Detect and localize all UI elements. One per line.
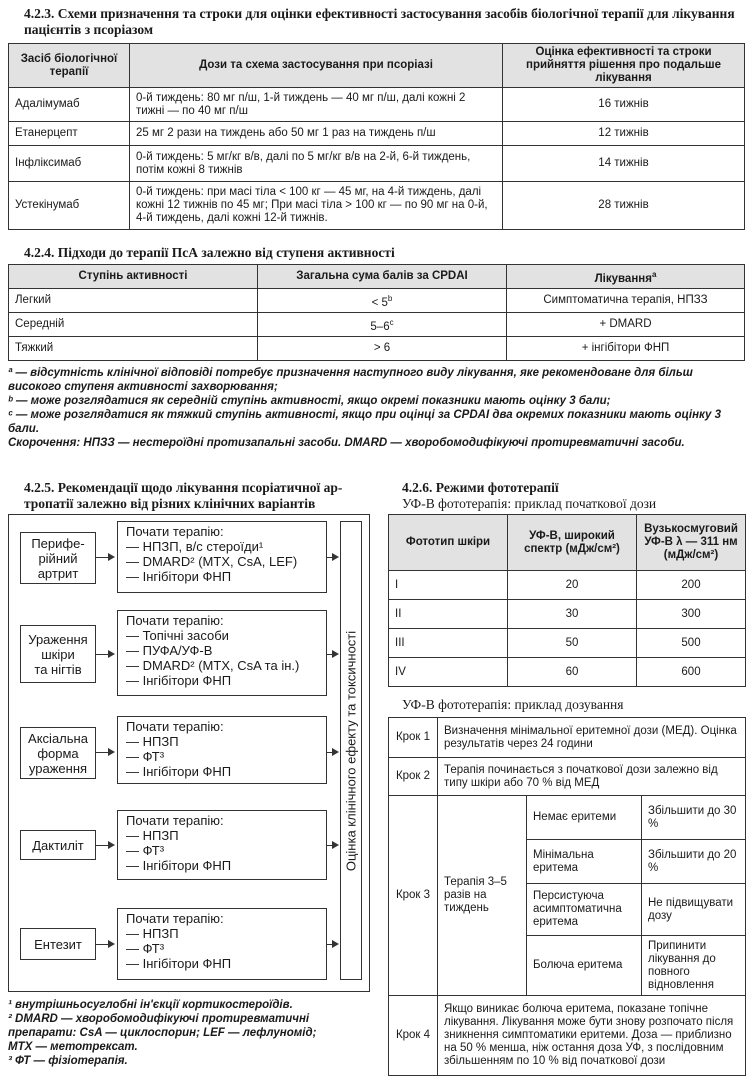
connector-line [96,654,108,655]
action-cell: Припинити лікування до повного відновлення [642,936,746,996]
therapy-box-dactylitis [117,810,327,880]
therapy-line: Почати терапію: [126,911,224,926]
therapy-line: — ФТ³ [126,843,165,858]
variant-box-axial [20,727,96,779]
variant-box-peripheral-arthritis [20,532,96,584]
therapy-line: Почати терапію: [126,613,224,628]
therapy-line: — Інгібітори ФНП [126,673,232,688]
narrow-cell: 500 [637,629,746,658]
drug-cell: Устекінумаб [9,182,130,230]
assessment-side-box [340,521,362,980]
arrow-icon [332,553,339,561]
therapy-box-peripheral-arthritis [117,521,327,593]
broad-cell: 30 [508,600,637,629]
therapy-line: — НПЗП [126,828,179,843]
note-line: MTX — метотрексат. [8,1041,138,1053]
table-row [389,996,746,1076]
therapy-line: — ПУФА/УФ-В [126,643,213,658]
therapy-box-enthesitis [117,908,327,980]
psa-activity-table [8,264,745,361]
treatment-cell: Симптоматична терапія, НПЗЗ [507,289,745,313]
step-label-cell: Крок 4 [389,996,438,1076]
variant-line: та нігтів [34,661,82,677]
title-line-2: тропатії залежно від різних клінічних варіантів [24,496,316,511]
action-cell: Збільшити до 30 % [642,796,746,840]
psa-table-notes [8,366,746,450]
therapy-line: — НПЗП, в/с стероїди¹ [126,539,264,554]
table-row [389,758,746,796]
table-row [389,571,746,600]
title-line-2: пацієнтів з псоріазом [24,22,154,37]
therapy-line: — ФТ³ [126,941,165,956]
arrow-icon [108,553,115,561]
subtitle-dosing: УФ-В фототерапія: приклад дозування [402,697,624,712]
arrow-icon [108,940,115,948]
variant-line: рійний [38,550,78,566]
arrow-icon [108,748,115,756]
biologic-therapy-table [8,43,745,230]
therapy-box-axial [117,716,327,784]
table-row [9,289,745,313]
treatment-cell: + інгібітори ФНП [507,337,745,361]
col-header-dose: Дози та схема застосування при псоріазі [130,44,503,88]
variant-line: шкіри [41,646,75,662]
therapy-box-skin-nails [117,610,327,696]
variant-box-enthesitis [20,928,96,960]
variant-line: форма [37,745,79,761]
step-label-cell: Крок 3 [389,796,438,996]
treatment-cell: + DMARD [507,313,745,337]
variant-line: ураження [28,760,88,776]
eval-cell: 12 тижнів [503,122,745,146]
assessment-label: Оцінка клінічного ефекту та токсичності [343,630,359,871]
col-header-score: Загальна сума балів за CPDAI [258,265,507,289]
narrow-cell: 200 [637,571,746,600]
flowchart-notes [8,998,370,1068]
therapy-line: Почати терапію: [126,719,224,734]
variant-box-dactylitis [20,830,96,860]
therapy-line: — Інгібітори ФНП [126,858,232,873]
phototype-cell: I [389,571,508,600]
step-label-cell: Крок 1 [389,718,438,758]
col-header-narrowband: Вузькосмуговий УФ-В λ — 311 нм (мДж/см²) [637,515,746,571]
condition-cell: Болюча еритема [527,936,642,996]
variant-line: Аксіальна [28,730,88,746]
drug-cell: Етанерцепт [9,122,130,146]
note-line: високого ступеня активності захворювання; [8,381,278,393]
degree-cell: Легкий [9,289,258,313]
drug-cell: Інфліксимаб [9,146,130,182]
section-4-2-3-title [24,6,744,38]
broad-cell: 50 [508,629,637,658]
note-line: ² DMARD — хворобомодифікуючі протиревматичні [8,1013,310,1025]
col-header-broadband: УФ-В, широкий спектр (мДж/см²) [508,515,637,571]
condition-cell: Немає еритеми [527,796,642,840]
therapy-line: Почати терапію: [126,813,224,828]
phototype-cell: II [389,600,508,629]
degree-cell: Тяжкий [9,337,258,361]
step-text-cell: Якщо виникає болюча еритема, показане топічне лікування. Лікування може бути знову розпочато після зникнення симптоматики еритеми. Доза — приблизно на 50 % менша, ніж остання доза УФ, з послідовним збільшенням по 10 % від початкової дози [438,996,746,1076]
connector-line [96,752,108,753]
table-row [9,182,745,230]
dose-cell: 25 мг 2 рази на тиждень або 50 мг 1 раз на тиждень п/ш [130,122,503,146]
therapy-line: — ФТ³ [126,749,165,764]
step-text-cell: Терапія починається з початкової дози залежно від типу шкіри або 70 % від МЕД [438,758,746,796]
col-header-phototype: Фототип шкіри [389,515,508,571]
note-line: ¹ внутрішньосуглобні ін'єкції кортикостероїдів. [8,999,293,1011]
table-row [9,146,745,182]
condition-cell: Персистуюча асимптоматична еритема [527,884,642,936]
phototype-cell: III [389,629,508,658]
broad-cell: 60 [508,658,637,687]
table-row [9,313,745,337]
condition-cell: Мінімальна еритема [527,840,642,884]
note-line: ᵇ — може розглядатися як середній ступінь активності, якщо окремі показники мають оцінку 3 бали; [8,395,611,407]
drug-cell: Адалімумаб [9,88,130,122]
therapy-line: — Інгібітори ФНП [126,764,232,779]
variant-line: Перифе- [31,535,85,551]
table-row [389,718,746,758]
therapy-line: — DMARD² (MTX, CsA, LEF) [126,554,298,569]
table-row [389,629,746,658]
score-cell: < $5^b$ [258,289,507,313]
arrow-icon [108,841,115,849]
title-line-1: 4.2.3. Схеми призначення та строки для оцінки ефективності застосування засобів біологічної терапії для лікування [24,6,735,21]
col-header-degree: Ступінь активності [9,265,258,289]
connector-line [96,944,108,945]
variant-line: Ураження [28,631,88,647]
action-cell: Не підвищувати дозу [642,884,746,936]
note-line: ᶜ — може розглядатися як тяжкий ступінь активності, якщо при оцінці за CPDAI два окремих показники мають оцінку 3 [8,409,722,421]
therapy-line: — Інгібітори ФНП [126,956,232,971]
eval-cell: 14 тижнів [503,146,745,182]
narrow-cell: 300 [637,600,746,629]
variant-line: Ентезит [34,936,82,952]
therapy-line: — Топічні засоби [126,628,229,643]
phototherapy-dosing-table [388,717,746,1076]
note-line: препарати: CsA — циклоспорин; LEF — лефлуномід; [8,1027,317,1039]
table-row [9,337,745,361]
therapy-line: Почати терапію: [126,524,224,539]
note-line: Скорочення: НПЗЗ — нестероїдні протизапальні засоби. DMARD — хворобомодифікуючі протиревматичні засоби. [8,437,685,449]
arrow-icon [332,748,339,756]
dose-cell: 0-й тиждень: 80 мг п/ш, 1-й тиждень — 40 мг п/ш, далі кожні 2 тижні — по 40 мг п/ш [130,88,503,122]
phototype-cell: IV [389,658,508,687]
step-frequency-cell: Терапія 3–5 разів на тиждень [438,796,527,996]
score-cell: 5–6$^c$ [258,313,507,337]
note-line: бали. [8,423,40,435]
connector-line [96,557,108,558]
therapy-line: — Інгібітори ФНП [126,569,232,584]
therapy-line: — НПЗП [126,734,179,749]
step-label-cell: Крок 2 [389,758,438,796]
dose-cell: 0-й тиждень: при масі тіла < 100 кг — 45 мг, на 4-й тиждень, далі кожні 12 тижнів по 45 мг; При масі тіла > 100 кг — по 90 мг на 0-й, 4-й тиждень, далі кожні 12-й тижнів. [130,182,503,230]
variant-line: Дактиліт [32,837,84,853]
table-row [389,796,746,840]
arrow-icon [332,940,339,948]
dose-cell: 0-й тиждень: 5 мг/кг в/в, далі по 5 мг/кг в/в на 2-й, 6-й тиждень, потім кожні 8 тижнів [130,146,503,182]
note-line: ª — відсутність клінічної відповіді потребує призначення наступного виду лікування, яке рекомендоване для більш [8,367,693,379]
subtitle-initial-dose: УФ-В фототерапія: приклад початкової дози [402,496,657,511]
broad-cell: 20 [508,571,637,600]
section-4-2-6-title: 4.2.6. Режими фототерапії [402,480,559,495]
step-text-cell: Визначення мінімальної еритемної дози (МЕД). Оцінка результатів через 24 години [438,718,746,758]
degree-cell: Середній [9,313,258,337]
note-line: ³ ФТ — фізіотерапія. [8,1055,128,1067]
phototherapy-initial-dose-table [388,514,746,687]
title-line-1: 4.2.5. Рекомендації щодо лікування псоріатичної ар- [24,480,343,495]
eval-cell: 28 тижнів [503,182,745,230]
action-cell: Збільшити до 20 % [642,840,746,884]
table-row [9,88,745,122]
variant-line: артрит [37,565,79,581]
table-row [389,658,746,687]
therapy-line: — DMARD² (MTX, CsA та ін.) [126,658,300,673]
section-4-2-5-title [24,480,369,512]
section-4-2-4-title: 4.2.4. Підходи до терапії ПсА залежно від ступеня активності [24,245,395,260]
variant-box-skin-nails [20,625,96,683]
arrow-icon [108,650,115,658]
arrow-icon [332,650,339,658]
therapy-line: — НПЗП [126,926,179,941]
eval-cell: 16 тижнів [503,88,745,122]
col-header-eval: Оцінка ефективності та строки прийняття рішення про подальше лікування [503,44,745,88]
connector-line [96,845,108,846]
arrow-icon [332,841,339,849]
table-row [389,600,746,629]
table-row [9,122,745,146]
score-cell: > 6 [258,337,507,361]
narrow-cell: 600 [637,658,746,687]
col-header-drug: Засіб біологічної терапії [9,44,130,88]
col-header-treatment: Лікування$^a$ [507,265,745,289]
